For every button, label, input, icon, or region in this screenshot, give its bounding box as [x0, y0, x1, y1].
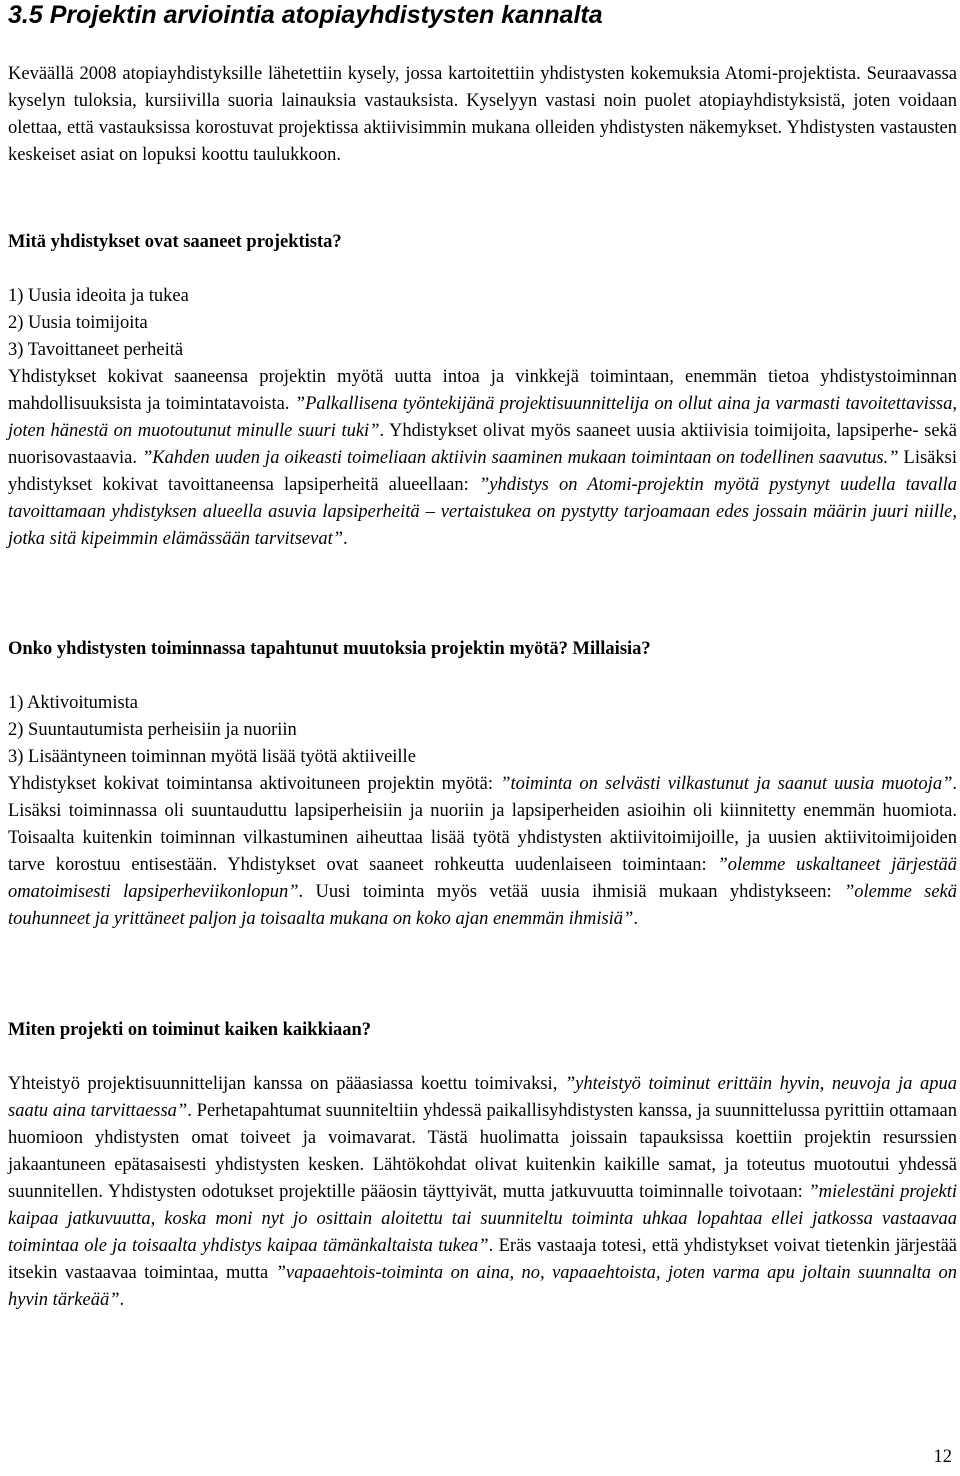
q1-list-item-2: 2) Uusia toimijoita [8, 313, 148, 333]
quote-segment: ”yhteistyö toiminut erittäin hyvin, neuvoja ja apua saatu aina tarvittaessa” [8, 1074, 957, 1121]
q2-answer-paragraph [8, 771, 957, 933]
intro-paragraph [8, 61, 957, 169]
quote-segment: ”vapaaehtois-toiminta on aina, no, vapaaehtoista, joten varma apu joltain suunnalta on hyvin tärkeää” [8, 1263, 957, 1310]
q2-list-item-2: 2) Suuntautumista perheisiin ja nuoriin [8, 720, 297, 740]
text-segment: Lisäksi yhdistykset kokivat tavoittaneensa lapsiperheitä alueellaan: [8, 448, 957, 495]
quote-segment: ”toiminta on selvästi vilkastunut ja saanut uusia muotoja” [500, 774, 953, 794]
quote-segment: ”mielestäni projekti kaipaa jatkuvuutta, koska moni nyt jo osittain aloitettu tai suunniteltu toiminta uhkaa lopahtaa ellei jatkossa vastaavaa toimintaa ole ja toisaalta yhdistys kaipaa tämänkaltaista tukea” [8, 1182, 957, 1256]
text-segment: . [119, 1290, 125, 1310]
text-segment: . Eräs vastaaja totesi, että yhdistykset voivat tietenkin järjestää itsekin vastaavaa toimintaa, mutta [8, 1236, 957, 1283]
text-segment: . Perhetapahtumat suunniteltiin yhdessä paikallisyhdistysten kanssa, ja suunnittelussa pyrittiin ottamaan huomioon yhdistysten omat toiveet ja voimavarat. Tästä huolimatta joissain tapauksissa koettiin projektin resurssien jakaantuneen epätasaisesti yhdistysten kesken. Lähtökohdat olivat kuitenkin kaikille samat, ja toteutus muotoutui yhdessä suunnitellen. Yhdistysten odotukset projektille pääosin täyttyivät, mutta jatkuvuutta toiminnalle toivotaan: [8, 1101, 957, 1202]
q1-list-item-1: 1) Uusia ideoita ja tukea [8, 286, 189, 306]
quote-segment: ”Palkallisena työntekijänä projektisuunnittelija on ollut aina ja varmasti tavoitettavissa, joten hänestä on muotoutunut minulle suuri tuki” [8, 394, 957, 441]
text-segment: Yhteistyö projektisuunnittelijan kanssa on pääasiassa koettu toimivaksi, [8, 1074, 565, 1094]
quote-segment: ”yhdistys on Atomi-projektin myötä pystynyt uudella tavalla tavoittamaan yhdistyksen alueella asuvia lapsiperheitä – vertaistukea on pystytty tarjoamaan edes jossain määrin juuri niille, jotka sitä kipeimmin elämässään tarvitsevat” [8, 475, 957, 549]
q1-list-item-3: 3) Tavoittaneet perheitä [8, 340, 184, 360]
text-segment: Yhdistykset kokivat toimintansa aktivoituneen projektin myötä: [8, 774, 501, 794]
q1-answer-paragraph [8, 364, 957, 553]
quote-segment: ”olemme sekä touhunneet ja yrittäneet paljon ja toisaalta mukana on koko ajan enemmän ihmisiä” [8, 882, 958, 929]
quote-segment: ”Kahden uuden ja oikeasti toimeliaan aktiivin saaminen mukaan toimintaan on todellinen saavutus.” [141, 448, 899, 468]
quote-segment: ”olemme uskaltaneet järjestää omatoimisesti lapsiperheviikonlopun” [8, 855, 957, 902]
question-2-heading: Onko yhdistysten toiminnassa tapahtunut muutoksia projektin myötä? Millaisia? [8, 639, 651, 659]
q2-list-item-3: 3) Lisääntyneen toiminnan myötä lisää työtä aktiiveille [8, 747, 416, 767]
q3-answer-paragraph [8, 1071, 957, 1314]
text-segment: . [343, 529, 348, 549]
text-segment: . [633, 909, 638, 929]
text-segment: Yhdistykset kokivat saaneensa projektin myötä uutta intoa ja vinkkejä toimintaan, enemmän tietoa yhdistystoiminnan mahdollisuuksista ja toimintatavoista. [8, 367, 957, 414]
q2-list-item-1: 1) Aktivoitumista [8, 693, 139, 713]
text-segment: . Lisäksi toiminnassa oli suuntauduttu lapsiperheisiin ja nuoriin ja lapsiperheiden asioihin oli kiinnitetty enemmän huomiota. Toisaalta kuitenkin toiminnan vilkastuminen aiheuttaa lisää työtä yhdistysten aktiivitoimijoille, ja uusien aktiivitoimijoiden tarve korostuu entisestään. Yhdistykset ovat saaneet rohkeutta uudenlaiseen toimintaan: [8, 774, 957, 875]
section-heading: 3.5 Projektin arviointia atopiayhdistysten kannalta [8, 1, 603, 29]
question-1-heading: Mitä yhdistykset ovat saaneet projektista? [8, 232, 342, 252]
text-segment: . Uusi toiminta myös vetää uusia ihmisiä mukaan yhdistykseen: [298, 882, 844, 902]
text-segment: . Yhdistykset olivat myös saaneet uusia aktiivisia toimijoita, lapsiperhe- sekä nuorisovastaavia. [8, 421, 957, 468]
page-number: 12 [933, 1447, 952, 1467]
question-3-heading: Miten projekti on toiminut kaiken kaikkiaan? [8, 1020, 372, 1040]
text-segment: Keväällä 2008 atopiayhdistyksille lähetettiin kysely, jossa kartoitettiin yhdistysten kokemuksia Atomi-projektista. Seuraavassa kyselyn tuloksia, kursiivilla suoria lainauksia vastauksista. Kyselyyn vastasi noin puolet atopiayhdistyksistä, joten voidaan olettaa, että vastauksissa korostuvat projektissa aktiivisimmin mukana olleiden yhdistysten näkemykset. Yhdistysten vastausten keskeiset asiat on lopuksi koottu taulukkoon. [8, 64, 957, 165]
